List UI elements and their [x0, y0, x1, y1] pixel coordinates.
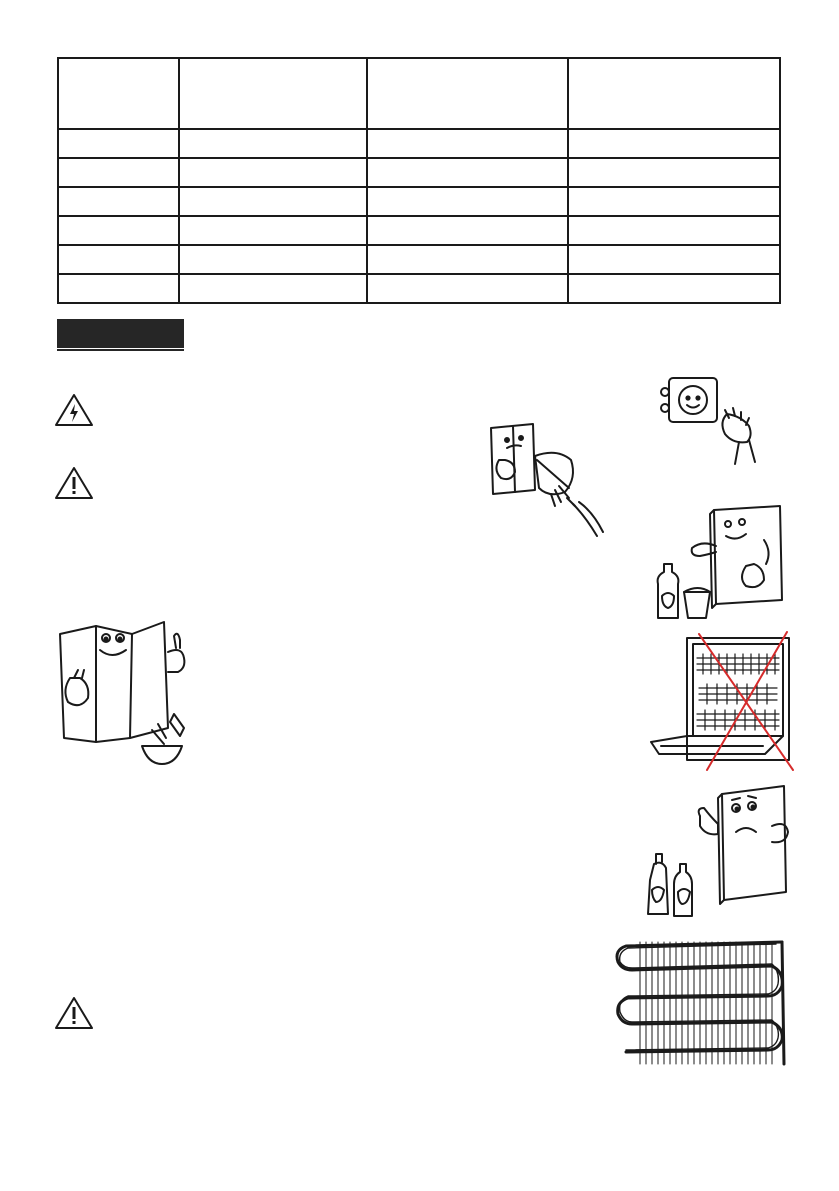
wipe-fridge-detergent-illustration	[650, 500, 788, 624]
table-cell	[568, 245, 780, 274]
table-row	[58, 245, 780, 274]
table-cell	[568, 274, 780, 303]
table-cell	[367, 187, 568, 216]
section-heading-bar	[57, 319, 184, 348]
no-dishwasher-illustration	[647, 630, 795, 774]
table-cell	[367, 129, 568, 158]
table-cell	[58, 216, 179, 245]
table-row	[58, 274, 780, 303]
table-cell	[367, 216, 568, 245]
electric-shock-warning-icon	[53, 392, 95, 428]
table-cell	[58, 129, 179, 158]
table-row	[58, 129, 780, 158]
table-cell	[568, 187, 780, 216]
table-cell	[179, 158, 367, 187]
table-cell	[367, 158, 568, 187]
warning-triangle-icon	[53, 995, 95, 1031]
table-cell	[58, 187, 179, 216]
section-underline	[57, 349, 184, 351]
table-cell	[568, 129, 780, 158]
table-header-cell	[58, 58, 179, 129]
table-row	[58, 187, 780, 216]
no-chemical-cleaners-illustration	[640, 780, 790, 926]
table-header-row	[58, 58, 780, 129]
table-cell	[367, 274, 568, 303]
table-cell	[367, 245, 568, 274]
table-header-cell	[367, 58, 568, 129]
table-header-cell	[568, 58, 780, 129]
table-row	[58, 158, 780, 187]
table-cell	[568, 216, 780, 245]
table-cell	[179, 129, 367, 158]
table-cell	[568, 158, 780, 187]
table-header-cell	[179, 58, 367, 129]
table-cell	[58, 245, 179, 274]
table-cell	[179, 216, 367, 245]
warning-triangle-icon	[53, 465, 95, 501]
table-cell	[179, 187, 367, 216]
table-row	[58, 216, 780, 245]
unplug-socket-illustration	[655, 372, 767, 470]
condenser-coil-illustration	[612, 938, 788, 1068]
table-cell	[58, 274, 179, 303]
happy-fridge-thumbs-up-illustration	[52, 612, 198, 768]
spec-table	[57, 57, 781, 304]
table-cell	[179, 245, 367, 274]
table-cell	[179, 274, 367, 303]
no-water-spray-illustration	[485, 420, 617, 544]
table-cell	[58, 158, 179, 187]
